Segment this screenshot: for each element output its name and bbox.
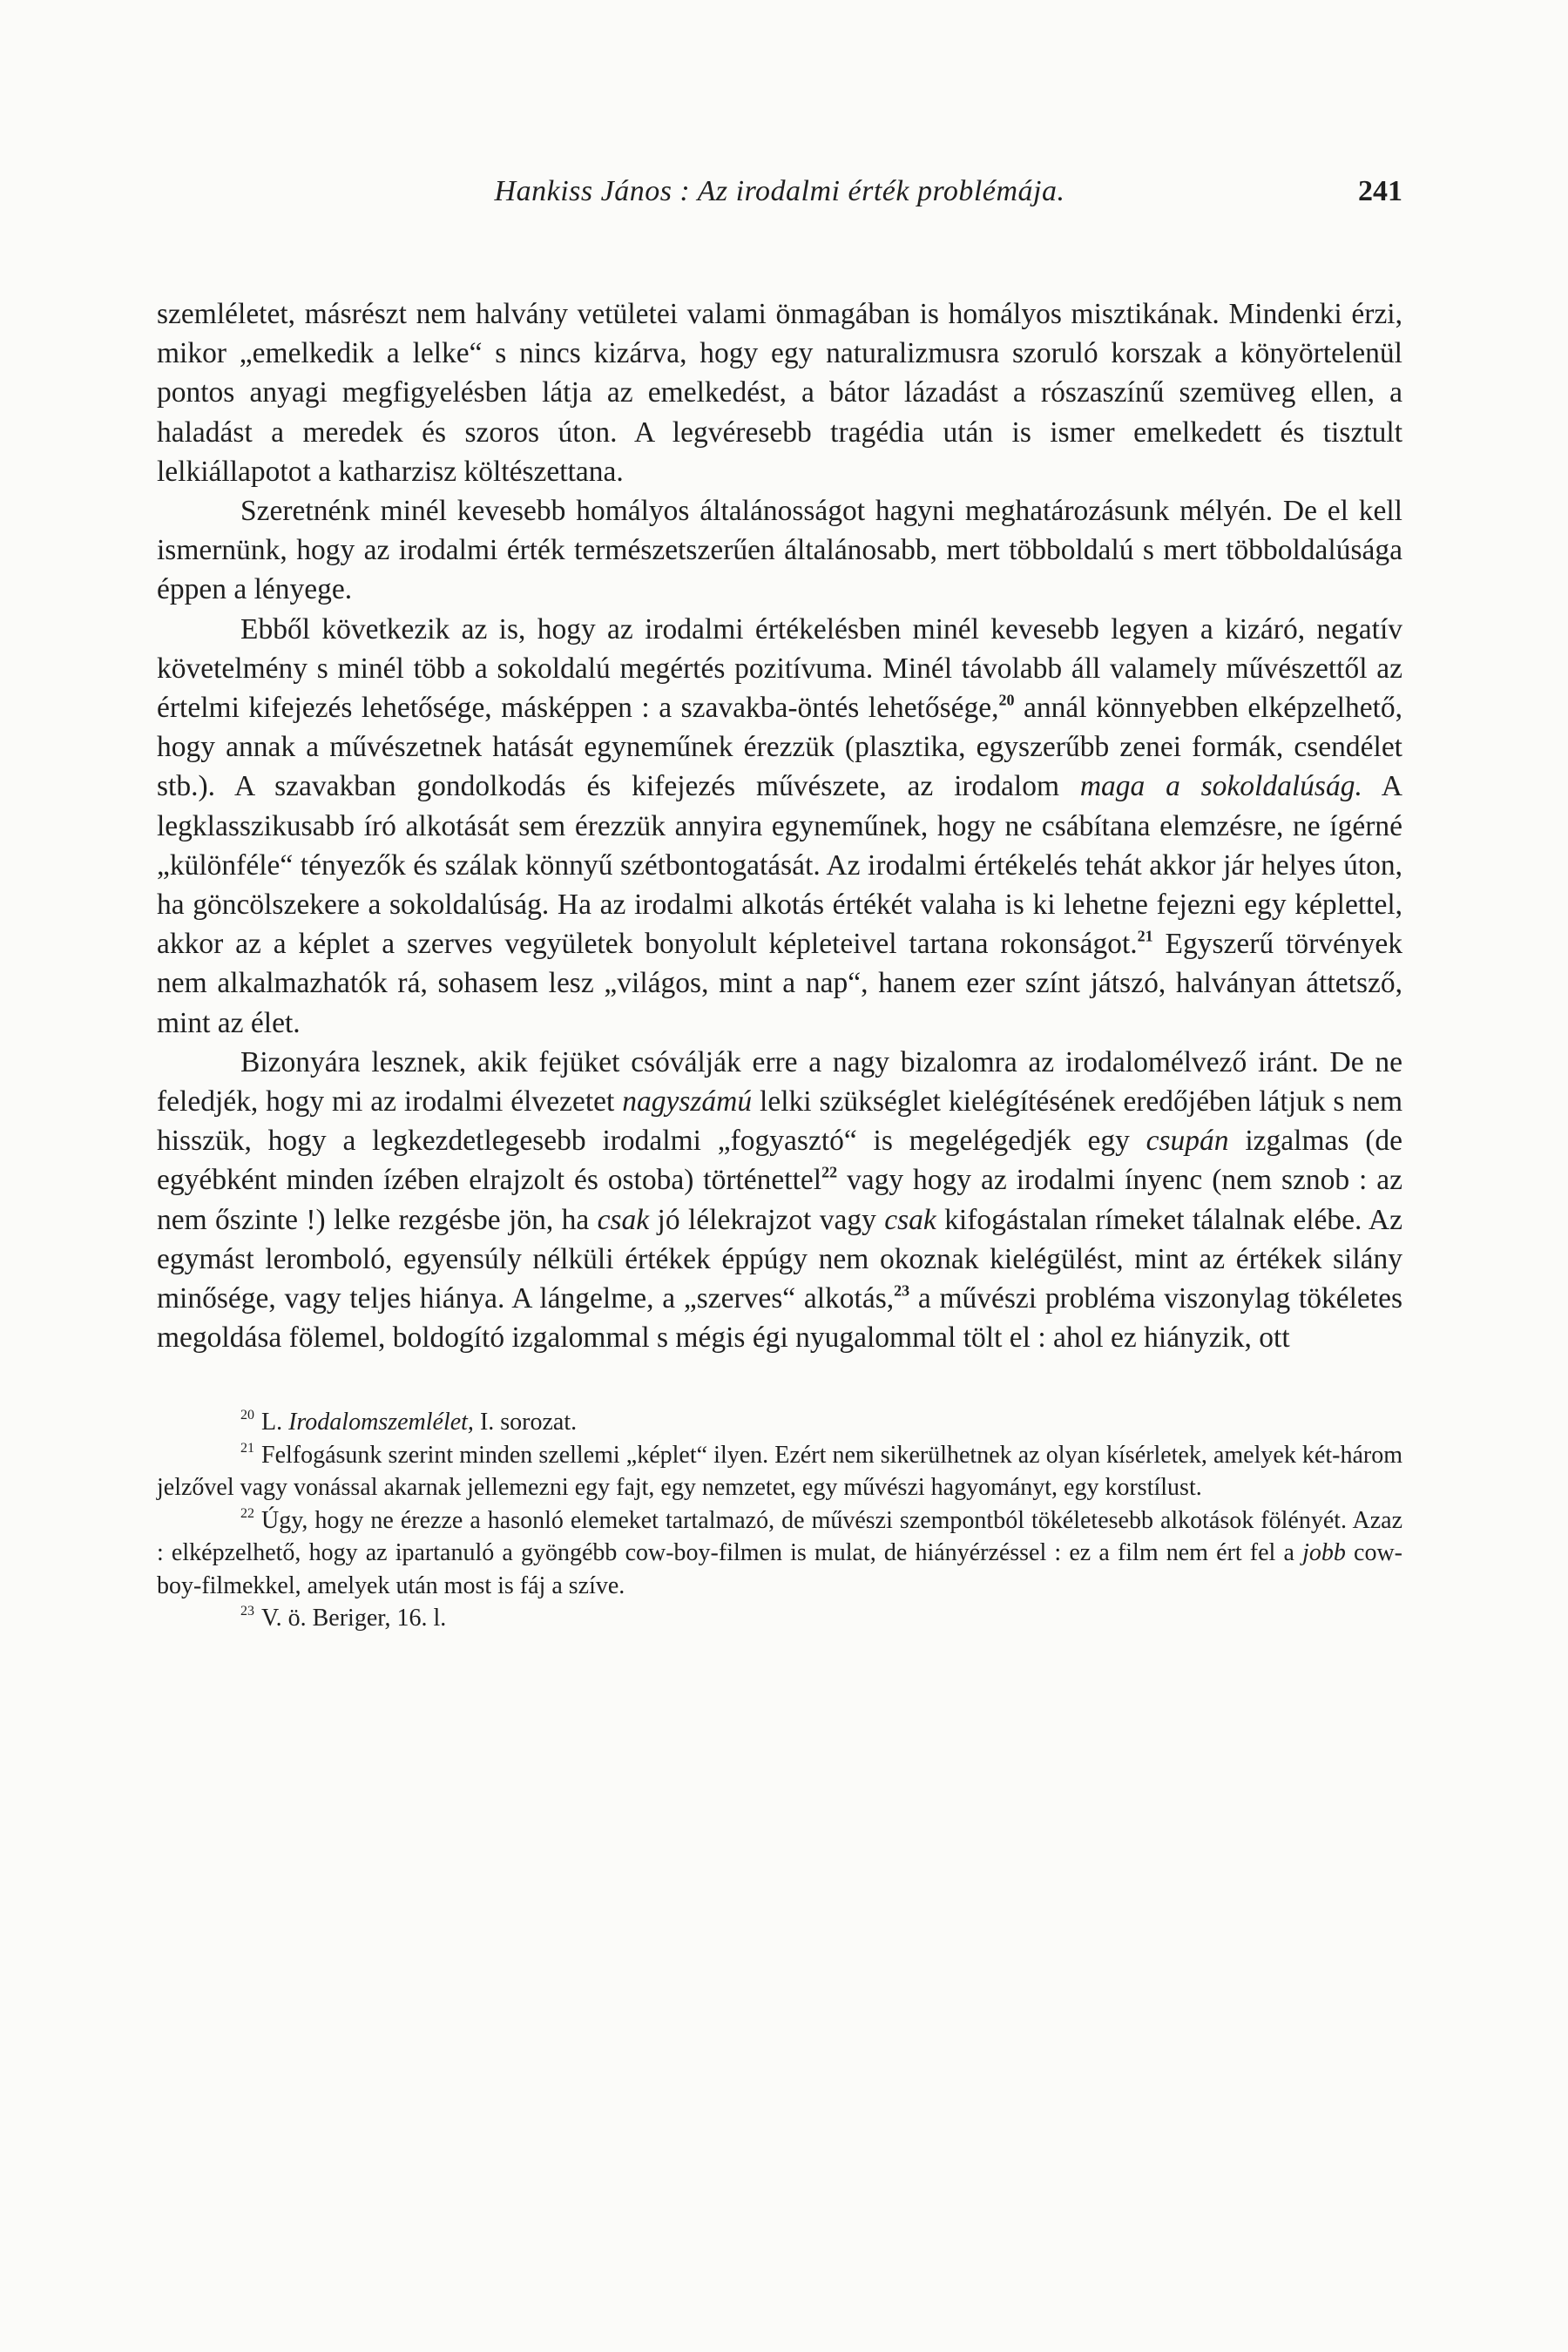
footnote-23	[157, 1602, 1402, 1635]
page-number: 241	[1358, 175, 1402, 207]
footnote-21	[157, 1439, 1402, 1504]
footnote-text: Felfogásunk szerint minden szellemi „képlet“ ilyen. Ezért nem sikerülhetnek az olyan kísérletek, amelyek két-három jelzővel vagy vonással akarnak jellemezni egy fajt, egy nemzetet, egy művészi hagyományt, egy korstílust.	[157, 1441, 1402, 1502]
paragraph-4: Bizonyára lesznek, akik fejüket csóválják erre a nagy bizalomra az irodalomélvező iránt. De ne feledjék, hogy mi az irodalmi élvezetet nagyszámú lelki szükséglet kielégítésének eredőjében látjuk s nem hisszük, hogy a legkezdetlegesebb irodalmi „fogyasztó“ is megelégedjék egy csupán izgalmas (de egyébként minden ízében elrajzolt és ostoba) történettel$^{22}$ vagy hogy az irodalmi ínyenc (nem sznob : az nem őszinte !) lelke rezgésbe jön, ha csak jó lélekrajzot vagy csak kifogástalan rímeket tálalnak elébe. Az egymást leromboló, egyensúly nélküli értékek éppúgy nem okoznak kielégülést, mint az értékek silány minősége, vagy teljes hiánya. A lángelme, a „szerves“ alkotás,$^{23}$ a művészi probléma viszonylag tökéletes megoldása fölemel, boldogító izgalommal s mégis égi nyugalommal tölt el : ahol ez hiányzik, ott	[157, 1045, 1402, 1355]
footnote-text: V. ö. Beriger, 16. l.	[261, 1605, 447, 1632]
paragraph-3: Ebből következik az is, hogy az irodalmi értékelésben minél kevesebb legyen a kizáró, negatív követelmény s minél több a sokoldalú megértés pozitívuma. Minél távolabb áll valamely művészettől az értelmi kifejezés lehetősége, másképpen : a szavakba-öntés lehetősége,$^{20}$ annál könnyebben elképzelhető, hogy annak a művészetnek hatását egyneműnek érezzük (plasztika, egyszerűbb zenei formák, csendélet stb.). A szavakban gondolkodás és kifejezés művészete, az irodalom maga a sokoldalúság. A legklasszikusabb író alkotását sem érezzük annyira egyneműnek, hogy ne csábítana elemzésre, ne ígérné „különféle“ tényezők és szálak könnyű szétbontogatását. Az irodalmi értékelés tehát akkor jár helyes úton, ha göncölszekere a sokoldalúság. Ha az irodalmi alkotás értékét valaha is ki lehetne fejezni egy képlettel, akkor az a képlet a szerves vegyületek bonyolult képleteivel tartana rokonságot.$^{21}$ Egyszerű törvények nem alkalmazhatók rá, sohasem lesz „világos, mint a nap“, hanem ezer színt játszó, halványan áttetsző, mint az élet.	[157, 612, 1402, 1039]
footnote-text: Úgy, hogy ne érezze a hasonló elemeket tartalmazó, de művészi szempontból tökéletesebb alkotások fölényét. Azaz : elképzelhető, hogy az ipartanuló a gyöngébb cow-boy-filmen is mulat, de hiányérzéssel : ez a film nem ért fel a jobb cow-boy-filmekkel, amelyek után most is fáj a szíve.	[157, 1506, 1402, 1599]
running-header	[157, 166, 1402, 218]
footnote-number: 22	[240, 1505, 254, 1521]
book-page	[157, 166, 1402, 2213]
main-text	[157, 294, 1402, 1357]
footnote-text: L. Irodalomszemlélet, I. sorozat.	[261, 1409, 578, 1436]
footnote-number: 23	[240, 1604, 254, 1619]
footnote-20	[157, 1406, 1402, 1439]
running-title: Hankiss János : Az irodalmi érték problémája.	[494, 175, 1065, 207]
footnote-22	[157, 1504, 1402, 1603]
footnotes	[157, 1406, 1402, 1635]
footnote-number: 21	[240, 1440, 254, 1456]
paragraph-1: szemléletet, másrészt nem halvány vetületei valami önmagában is homályos misztikának. Mindenki érzi, mikor „emelkedik a lelke“ s nincs kizárva, hogy egy naturalizmusra szoruló korszak a könyörtelenül pontos anyagi megfigyelésben látja az emelkedést, a bátor lázadást a rószaszínű szemüveg ellen, a haladást a meredek és szoros úton. A legvéresebb tragédia után is ismer emelkedett és tisztult lelkiállapotot a katharzisz költészettana.	[157, 298, 1402, 488]
footnote-number: 20	[240, 1408, 254, 1423]
paragraph-2: Szeretnénk minél kevesebb homályos általánosságot hagyni meghatározásunk mélyén. De el kell ismernünk, hogy az irodalmi érték természetszerűen általánosabb, mert többoldalú s mert többoldalúsága éppen a lényege.	[157, 495, 1402, 606]
